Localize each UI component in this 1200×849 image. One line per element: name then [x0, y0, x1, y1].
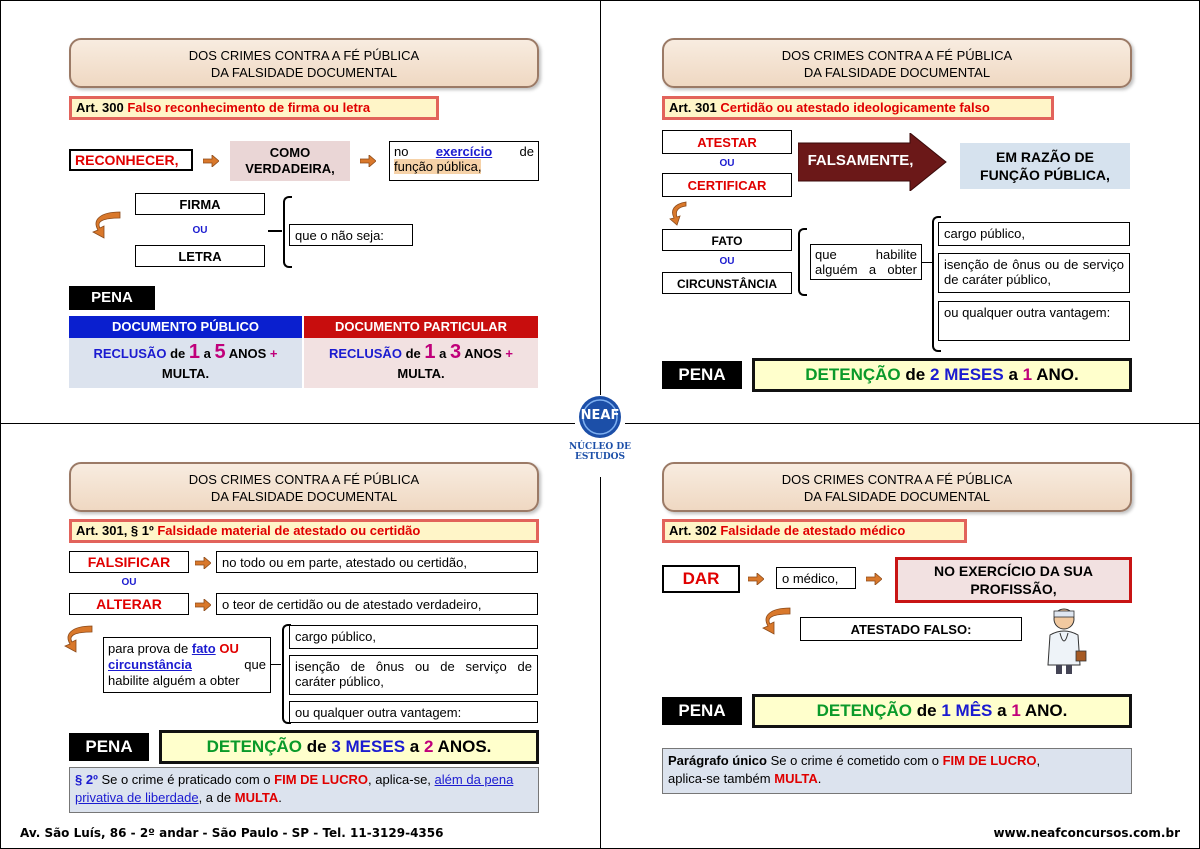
atestar-box: ATESTAR: [662, 130, 792, 154]
q1-banner: [69, 38, 539, 88]
curved-arrow-icon: [668, 200, 690, 226]
de-word: de: [306, 737, 327, 756]
a-word: a: [409, 737, 420, 756]
alterar-box: ALTERAR: [69, 593, 189, 615]
paragraph-text: aplica-se também: [668, 771, 771, 786]
fato-box: FATO: [662, 229, 792, 251]
detencao-word: DETENÇÃO: [206, 737, 302, 756]
pena-label: PENA: [69, 733, 149, 761]
detencao-word: DETENÇÃO: [805, 365, 901, 384]
num-years: 1: [1011, 701, 1021, 720]
curved-arrow-icon: [760, 606, 794, 636]
isencao-box: isenção de ônus ou de serviço de caráter público,: [289, 655, 538, 695]
min-years: 1: [188, 341, 200, 363]
paragraph-dot: .: [817, 771, 822, 786]
num-months: 1: [941, 701, 951, 720]
banner-line1: DOS CRIMES CONTRA A FÉ PÚBLICA: [781, 48, 1013, 63]
detencao-box: [752, 358, 1132, 392]
doc-particular-header: DOCUMENTO PARTICULAR: [304, 316, 538, 338]
banner-line1: DOS CRIMES CONTRA A FÉ PÚBLICA: [188, 472, 420, 487]
o-teor-box: o teor de certidão ou de atestado verdadeiro,: [216, 593, 538, 615]
curved-arrow-icon: [90, 210, 124, 240]
logo: [568, 395, 632, 477]
months-word: MESES: [345, 737, 406, 756]
pena-label: PENA: [69, 286, 155, 310]
de-word: de: [905, 365, 926, 384]
cargo-publico-box: cargo público,: [289, 625, 538, 649]
article-name: Falsidade material de atestado ou certidão: [157, 523, 421, 538]
de-word: de: [170, 346, 186, 361]
reclusao-label: RECLUSÃO: [328, 346, 402, 361]
banner-line2: DA FALSIDADE DOCUMENTAL: [210, 489, 398, 504]
em-razao-box: EM RAZÃO DE FUNÇÃO PÚBLICA,: [960, 143, 1130, 189]
que-habilite-box: que habilite alguém a obter: [810, 244, 922, 280]
cargo-publico-box: cargo público,: [938, 222, 1130, 246]
footer-address: Av. São Luís, 86 - 2º andar - São Paulo - SP - Tel. 11-3129-4356: [20, 826, 444, 840]
pena-label: PENA: [662, 697, 742, 725]
arrow-icon: [866, 573, 882, 585]
multa-word: MULTA.: [397, 366, 445, 381]
atestado-falso-box: ATESTADO FALSO:: [800, 617, 1022, 641]
q2-article-title: [662, 96, 1054, 120]
ou-label: OU: [192, 225, 208, 236]
exercicio-link: exercício: [435, 144, 493, 159]
paragraph-text: , a de: [198, 790, 232, 805]
paragraph-text: , aplica-se,: [368, 772, 431, 787]
circunstancia-box: CIRCUNSTÂNCIA: [662, 272, 792, 294]
letra-box: LETRA: [135, 245, 265, 267]
logo-sub1: NÚCLEO DE: [568, 442, 632, 452]
logo-sub: [567, 442, 633, 462]
q3-banner: [69, 462, 539, 512]
arrow-icon: [360, 155, 376, 167]
footer-site[interactable]: www.neafconcursos.com.br: [993, 826, 1180, 840]
curved-arrow-icon: [62, 624, 96, 654]
max-years: 3: [449, 341, 462, 363]
funcao-publica: função pública,: [394, 159, 482, 174]
firma-box: FIRMA: [135, 193, 265, 215]
de-word: de: [916, 701, 937, 720]
ou-qualquer-box: ou qualquer outra vantagem:: [938, 301, 1130, 341]
num-years: 1: [1022, 365, 1033, 384]
q1-article-title: [69, 96, 439, 120]
banner-line2: DA FALSIDADE DOCUMENTAL: [803, 65, 991, 80]
banner-line2: DA FALSIDADE DOCUMENTAL: [803, 489, 991, 504]
paragraph-text: Se o crime é cometido com o: [770, 753, 939, 768]
paragraph-2-box: [69, 767, 539, 813]
q4-banner: [662, 462, 1132, 512]
paragraph-text: Se o crime é praticado com o: [101, 772, 271, 787]
dar-box: DAR: [662, 565, 740, 593]
paragraph-number: § 2º: [75, 772, 98, 787]
o-medico-box: o médico,: [776, 567, 856, 589]
article-number: Art. 301: [669, 100, 717, 115]
brace: [798, 228, 807, 296]
article-number: Art. 302: [669, 523, 717, 538]
banner-line2: DA FALSIDADE DOCUMENTAL: [210, 65, 398, 80]
doc-publico-penalty: [69, 338, 302, 388]
multa-word: MULTA: [234, 790, 279, 805]
logo-sub2: ESTUDOS: [574, 452, 626, 462]
arrow-icon: [195, 599, 211, 611]
fato-link: fato: [191, 641, 216, 656]
a-word: a: [997, 701, 1007, 720]
doc-publico-header: DOCUMENTO PÚBLICO: [69, 316, 302, 338]
detencao-box: [752, 694, 1132, 728]
q3-article-title: [69, 519, 539, 543]
connector-line: [271, 664, 281, 665]
connector-line: [922, 262, 932, 263]
anos-word: ANOS: [228, 346, 267, 361]
q4-article-title: [662, 519, 967, 543]
q2-banner: [662, 38, 1132, 88]
ou-label: OU: [121, 577, 137, 588]
article-name: Falsidade de atestado médico: [720, 523, 906, 538]
reconhecer-box: RECONHECER,: [69, 149, 193, 171]
circunstancia-link: circunstância: [108, 657, 192, 672]
plus-sign: +: [505, 346, 514, 361]
ou-word: OU: [219, 641, 239, 656]
article-name: Falso reconhecimento de firma ou letra: [127, 100, 371, 115]
article-number: Art. 301, § 1º: [76, 523, 154, 538]
max-years: 5: [214, 341, 226, 363]
arrow-icon: [748, 573, 764, 585]
certificar-box: CERTIFICAR: [662, 173, 792, 197]
detencao-word: DETENÇÃO: [816, 701, 913, 720]
falsificar-box: FALSIFICAR: [69, 551, 189, 573]
banner-line1: DOS CRIMES CONTRA A FÉ PÚBLICA: [188, 48, 420, 63]
falsamente-label: FALSAMENTE,: [807, 152, 914, 169]
no-exercicio-box: NO EXERCÍCIO DA SUA PROFISSÃO,: [895, 557, 1132, 603]
doctor-icon: [1040, 605, 1088, 677]
min-years: 1: [424, 341, 436, 363]
month-word: MÊS: [955, 701, 993, 720]
arrow-icon: [203, 155, 219, 167]
de-word: de: [405, 346, 421, 361]
de-word: de: [519, 144, 534, 159]
logo-text: NEAF: [580, 408, 620, 423]
anos-word: ANOS.: [437, 737, 492, 756]
paragraph-label: Parágrafo único: [668, 753, 767, 768]
paragrafo-unico-box: [662, 748, 1132, 794]
article-number: Art. 300: [76, 100, 124, 115]
num-years: 2: [423, 737, 434, 756]
anos-word: ANOS: [464, 346, 502, 361]
alem-da-pena-link: além da pena privativa de liberdade: [75, 772, 514, 805]
para-prova-text: para prova de: [108, 641, 189, 656]
a-word: a: [203, 346, 211, 361]
arrow-icon: [195, 557, 211, 569]
ou-qualquer-box: ou qualquer outra vantagem:: [289, 701, 538, 723]
ou-label: OU: [719, 158, 735, 169]
connector-line: [268, 230, 282, 232]
num-months: 2: [929, 365, 940, 384]
para-prova-box: [103, 637, 271, 693]
fim-de-lucro: FIM DE LUCRO: [274, 772, 369, 787]
isencao-box: isenção de ônus ou de serviço de caráter público,: [938, 253, 1130, 293]
reclusao-label: RECLUSÃO: [93, 346, 167, 361]
banner-line1: DOS CRIMES CONTRA A FÉ PÚBLICA: [781, 472, 1013, 487]
detencao-box: [159, 730, 539, 764]
multa-word: MULTA.: [161, 366, 210, 381]
a-word: a: [439, 346, 447, 361]
article-name: Certidão ou atestado ideologicamente falso: [720, 100, 990, 115]
no-exercicio-box: [389, 141, 539, 181]
months-word: MESES: [944, 365, 1004, 384]
paragraph-dot: .: [278, 790, 282, 805]
ano-word: ANO.: [1036, 365, 1079, 384]
no-todo-box: no todo ou em parte, atestado ou certidão,: [216, 551, 538, 573]
ou-label: OU: [719, 256, 735, 267]
doc-particular-penalty: [304, 338, 538, 388]
habilite-text: habilite alguém a obter: [108, 673, 240, 688]
multa-word: MULTA: [774, 771, 818, 786]
como-verdadeira-box: COMO VERDADEIRA,: [230, 141, 350, 181]
ano-word: ANO.: [1024, 701, 1068, 720]
que-nao-seja-box: que o não seja:: [289, 224, 413, 246]
a-word: a: [1008, 365, 1018, 384]
plus-sign: +: [269, 346, 278, 361]
no-word: no: [394, 144, 409, 159]
num-months: 3: [331, 737, 341, 756]
pena-label: PENA: [662, 361, 742, 389]
paragraph-text: ,: [1036, 753, 1041, 768]
que-word: que: [244, 657, 266, 672]
fim-de-lucro: FIM DE LUCRO: [942, 753, 1037, 768]
